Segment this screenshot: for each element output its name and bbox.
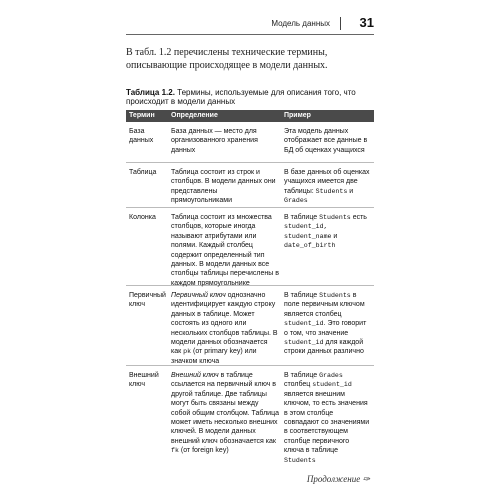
example-text: В таблице bbox=[284, 372, 320, 379]
table-caption bbox=[126, 88, 378, 106]
example-text: . Это говорит о том, что значение bbox=[284, 320, 367, 337]
definition-italic: Первичный ключ bbox=[171, 292, 226, 299]
table-row bbox=[126, 208, 374, 286]
table-row bbox=[126, 366, 374, 466]
definition-text: однозначно идентифицирует каждую строку данных в таблице. Может состоять из одного или нескольких столбцов таблицы. В модели данных обозначается как bbox=[171, 292, 278, 356]
caption-text: Термины, используемые для описания того, что происходит в модели данных bbox=[126, 88, 356, 106]
table-row bbox=[126, 122, 374, 163]
code-text: student_id bbox=[312, 381, 352, 389]
definition-cell bbox=[171, 291, 279, 366]
code-text: Students bbox=[315, 187, 348, 195]
code-text: Students bbox=[319, 292, 351, 299]
code-text: Students bbox=[284, 456, 316, 464]
page-number: 31 bbox=[359, 15, 374, 30]
code-text: pk bbox=[183, 348, 192, 356]
definition-cell: База данных — место для организованного хранения данных bbox=[171, 128, 258, 154]
definition-text: в таблице ссылается на первичный ключ в другой таблице. Две таблицы могут быть связаны между собой общим столбцом. Таблица может иметь несколько внешних ключей. В модели данных внешний ключ обозначается как bbox=[171, 372, 279, 445]
example-cell bbox=[284, 291, 370, 357]
example-cell: Эта модель данных отображает все данные в БД об оценках учащихся bbox=[284, 128, 368, 154]
header-divider bbox=[340, 17, 341, 30]
caption-label: Таблица 1.2. bbox=[126, 88, 175, 97]
term-cell: Таблица bbox=[129, 169, 157, 176]
column-header-term: Термин bbox=[129, 112, 155, 119]
example-text: есть bbox=[350, 214, 367, 221]
code-text: Grades bbox=[284, 197, 308, 205]
table-header bbox=[126, 110, 374, 122]
definition-text: (от foreign key) bbox=[178, 447, 229, 455]
code-text: date_of_birth bbox=[284, 242, 336, 250]
term-cell: Колонка bbox=[129, 214, 156, 221]
code-text: student_id bbox=[284, 339, 324, 347]
code-text: fk bbox=[171, 447, 179, 455]
example-text: В таблице bbox=[284, 292, 320, 299]
term-cell: Внешний ключ bbox=[129, 372, 159, 389]
definition-cell: Таблица состоит из множества столбцов, которые иногда называют атрибутами или полями. Каждый столбец содержит определенный тип данных. В модели данных все столбцы таблицы перечислены в каждом прямоугольнике bbox=[171, 214, 279, 287]
column-header-example: Пример bbox=[284, 112, 311, 119]
code-text: Grades bbox=[319, 372, 343, 379]
continuation-note: Продолжение ✑ bbox=[306, 474, 370, 484]
chapter-title: Модель данных bbox=[271, 19, 330, 28]
code-text: student_id, student_name bbox=[284, 223, 332, 240]
definition-cell: Таблица состоит из строк и столбцов. В модели данных они представлены прямоугольниками bbox=[171, 169, 276, 205]
example-text: В таблице bbox=[284, 214, 320, 221]
term-cell: Первичный ключ bbox=[129, 292, 166, 309]
example-text: является внешним ключом, то есть значения в этом столбце совпадают со значениями в соответствующем столбце первичного ключа в таблице bbox=[284, 390, 370, 455]
code-text: Students bbox=[319, 214, 351, 221]
column-header-definition: Определение bbox=[171, 112, 218, 119]
definition-cell bbox=[171, 371, 279, 456]
example-text: В базе данных об оценках учащихся имеется две таблицы: bbox=[284, 169, 370, 195]
definition-text: (от primary key) или значком ключа bbox=[171, 348, 257, 365]
example-text: и bbox=[331, 232, 338, 240]
example-text: в поле первичным ключом является столбец bbox=[284, 292, 365, 318]
example-cell bbox=[284, 213, 370, 251]
example-text: для каждой строки данных различно bbox=[284, 339, 364, 356]
running-header bbox=[126, 16, 374, 36]
example-text: столбец bbox=[284, 381, 313, 389]
definition-italic: Внешний ключ bbox=[171, 372, 219, 379]
intro-paragraph: В табл. 1.2 перечислены технические термины, описывающие происходящее в модели данных. bbox=[126, 47, 328, 71]
term-cell: База данных bbox=[129, 128, 154, 145]
table-row bbox=[126, 163, 374, 208]
example-text: и bbox=[347, 187, 354, 195]
terms-table bbox=[126, 110, 374, 466]
table-row bbox=[126, 286, 374, 366]
example-cell bbox=[284, 371, 370, 465]
code-text: student_id bbox=[284, 320, 324, 328]
header-rule bbox=[126, 34, 374, 35]
example-cell bbox=[284, 168, 370, 206]
